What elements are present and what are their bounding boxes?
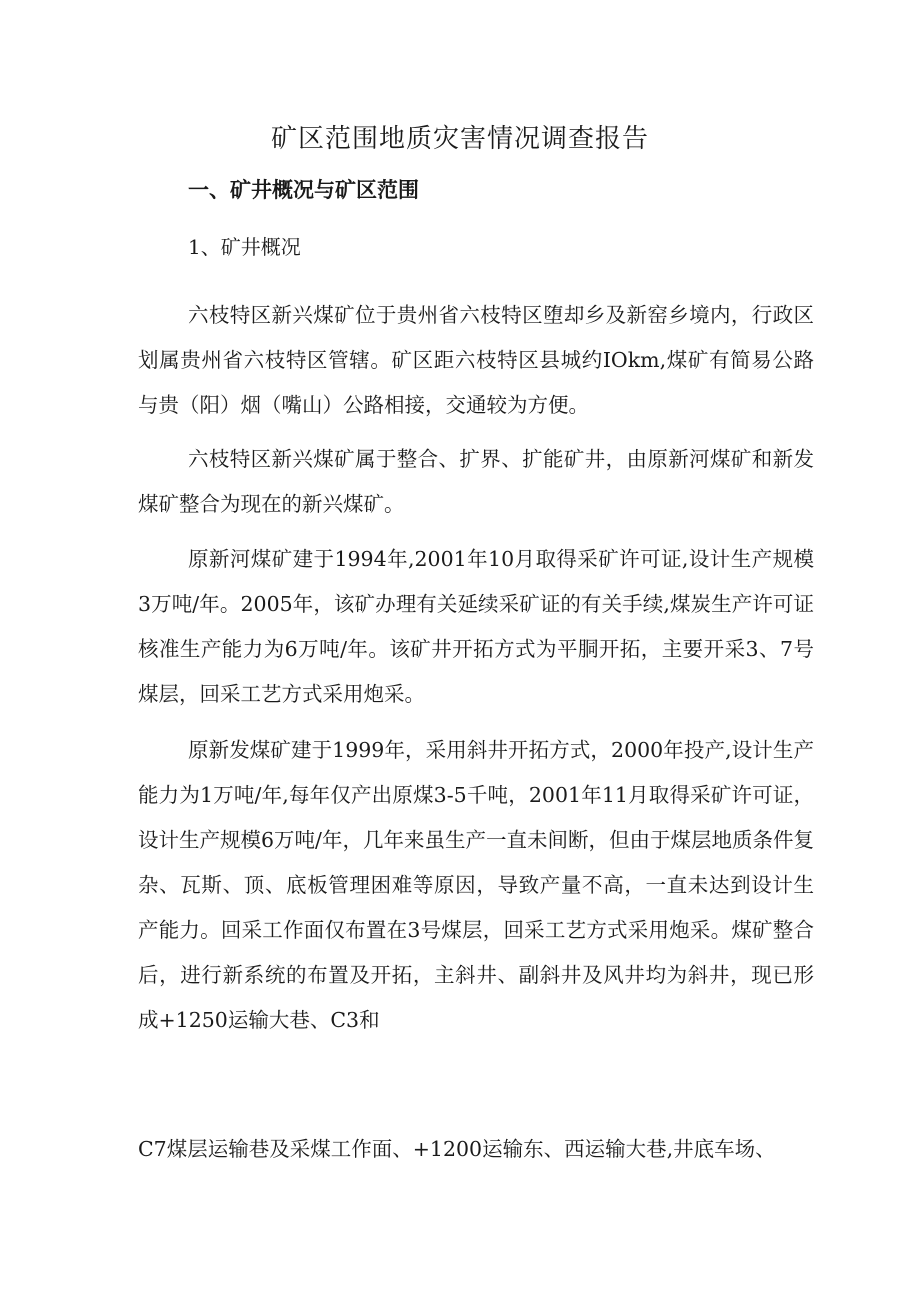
subsection-heading: 1、矿井概况 <box>188 235 301 259</box>
paragraph-continuation: C7煤层运输巷及采煤工作面、+1200运输东、西运输大巷,井底车场、 <box>138 1137 776 1161</box>
paragraph-integration: 六枝特区新兴煤矿属于整合、扩界、扩能矿井，由原新河煤矿和新发煤矿整合为现在的新兴煤矿。 <box>138 447 814 516</box>
paragraph-xinhe-mine: 原新河煤矿建于1994年,2001年10月取得采矿许可证,设计生产规模3万吨/年。2005年，该矿办理有关延续采矿证的有关手续,煤炭生产许可证核准生产能力为6万吨/年。该矿井开拓方式为平胴开拓，主要开采3、7号煤层，回采工艺方式采用炮采。 <box>138 547 814 706</box>
section-heading: 一、矿井概况与矿区范围 <box>188 178 419 202</box>
page-title: 矿区范围地质灾害情况调查报告 <box>270 124 649 154</box>
paragraph-location: 六枝特区新兴煤矿位于贵州省六枝特区堕却乡及新窑乡境内，行政区划属贵州省六枝特区管辖。矿区距六枝特区县城约IOkm,煤矿有简易公路与贵（阳）烟（嘴山）公路相接，交通较为方便。 <box>138 303 814 417</box>
paragraph-xinfa-mine: 原新发煤矿建于1999年，采用斜井开拓方式，2000年投产,设计生产能力为1万吨/年,每年仅产出原煤3-5千吨，2001年11月取得采矿许可证，设计生产规模6万吨/年，几年来虽生产一直未间断，但由于煤层地质条件复杂、瓦斯、顶、底板管理困难等原因，导致产量不高，一直未达到设计生产能力。回采工作面仅布置在3号煤层，回采工艺方式采用炮采。煤矿整合后，进行新系统的布置及开拓，主斜井、副斜井及风井均为斜井，现已形成+1250运输大巷、C3和 <box>138 738 814 1032</box>
